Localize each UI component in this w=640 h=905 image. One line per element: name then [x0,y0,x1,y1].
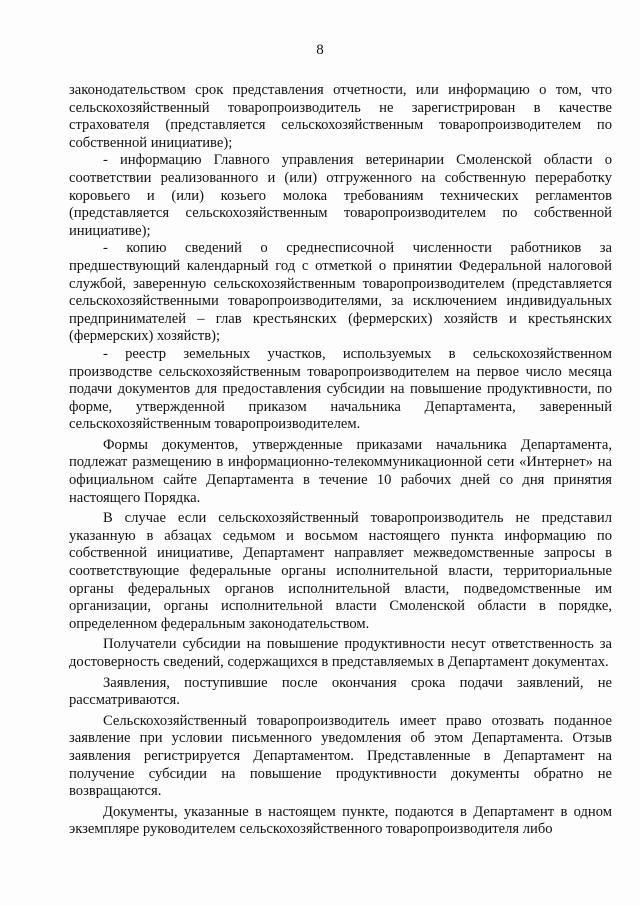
paragraph-document-forms: Формы документов, утвержденные приказами начальника Департамента, подлежат размещению в информационно-телекоммуникационной сети «Интернет» на официальном сайте Департамента в течение 10 рабочих дней со дня принятия настоящего Порядка. [69,436,612,506]
paragraph-employee-count: - копию сведений о среднесписочной численности работников за предшествующий календарный год с отметкой о принятии Федеральной налоговой службой, заверенную сельскохозяйственным товаропроизводителем (представляется сельскохозяйственными товаропроизводителями, за исключением индивидуальных предпринимателей – глав крестьянских (фермерских) хозяйств и крестьянских (фермерских) хозяйств); [69,240,612,345]
page-number: 8 [316,42,324,58]
document-body [69,82,612,839]
paragraph-responsibility: Получатели субсидии на повышение продуктивности несут ответственность за достоверность сведений, содержащихся в представляемых в Департамент документах. [69,636,612,670]
paragraph-veterinary-info: - информацию Главного управления ветеринарии Смоленской области о соответствии реализованного и (или) отгруженного на собственную переработку коровьего и (или) козьего молока требованиям технических регламентов (представляется сельскохозяйственным товаропроизводителем по собственной инициативе); [69,152,612,239]
paragraph-withdrawal: Сельскохозяйственный товаропроизводитель имеет право отозвать поданное заявление при условии письменного уведомления об этом Департамента. Отзыв заявления регистрируется Департаментом. Представленные в Департамент на получение субсидии на повышение продуктивности документы обратно не возвращаются. [69,712,612,800]
paragraph-land-registry: - реестр земельных участков, используемых в сельскохозяйственном производстве сельскохозяйственным товаропроизводителем на первое число месяца подачи документов для предоставления субсидии на повышение продуктивности, по форме, утвержденной приказом начальника Департамента, заверенный сельскохозяйственным товаропроизводителем. [69,345,612,433]
paragraph-continuation: законодательством срок представления отчетности, или информацию о том, что сельскохозяйственный товаропроизводитель не зарегистрирован в качестве страхователя (представляется сельскохозяйственным товаропроизводителем по собственной инициативе); [69,82,612,151]
paragraph-interagency-requests: В случае если сельскохозяйственный товаропроизводитель не представил указанную в абзацах седьмом и восьмом настоящего пункта информацию по собственной инициативе, Департамент направляет межведомственные запросы в соответствующие федеральные органы исполнительной власти, территориальные органы федеральных органов исполнительной власти, подведомственные им организации, органы исполнительной власти Смоленской области в порядке, определенном федеральным законодательством. [69,510,612,632]
paragraph-late-applications: Заявления, поступившие после окончания срока подачи заявлений, не рассматриваются. [69,674,612,709]
paragraph-submission: Документы, указанные в настоящем пункте, подаются в Департамент в одном экземпляре руководителем сельскохозяйственного товаропроизводителя либо [69,803,612,838]
